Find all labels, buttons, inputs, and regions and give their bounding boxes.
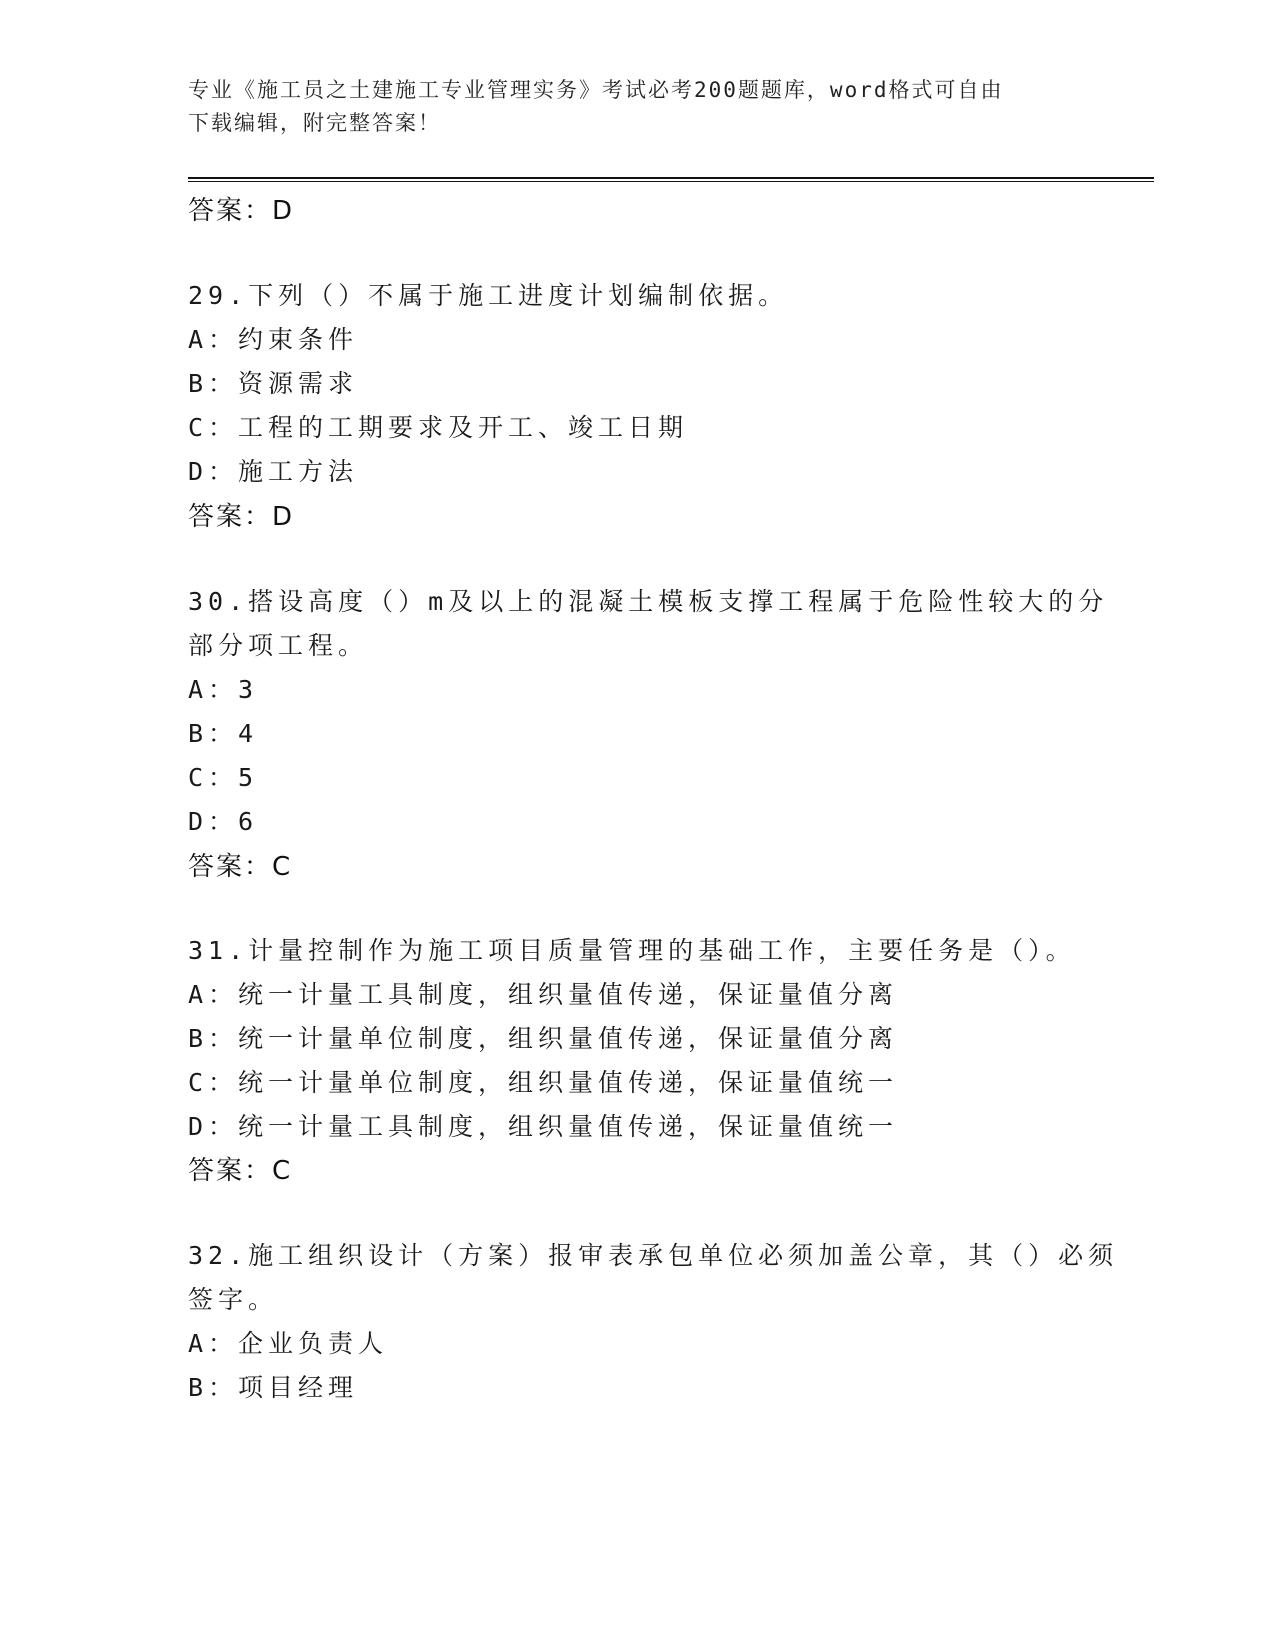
question-30-option-a: A：3 (188, 675, 259, 704)
question-29-stem: 29.下列（）不属于施工进度计划编制依据。 (188, 281, 789, 310)
question-31-option-a: A：统一计量工具制度，组织量值传递，保证量值分离 (188, 980, 899, 1009)
question-32-option-a: A：企业负责人 (188, 1329, 389, 1358)
header-line-2: 下载编辑，附完整答案！ (188, 111, 441, 135)
question-31-option-d: D：统一计量工具制度，组织量值传递，保证量值统一 (188, 1112, 899, 1141)
question-31-answer: 答案：C (188, 1156, 293, 1186)
question-29-option-c: C：工程的工期要求及开工、竣工日期 (188, 413, 689, 442)
question-29-option-b: B：资源需求 (188, 369, 359, 398)
answer-prev: 答案：D (188, 196, 295, 226)
header-line-1: 专业《施工员之土建施工专业管理实务》考试必考200题题库，word格式可自由 (188, 78, 1004, 102)
question-32-option-b: B：项目经理 (188, 1373, 359, 1402)
question-29-answer: 答案：D (188, 502, 295, 532)
question-29-option-d: D：施工方法 (188, 457, 359, 486)
question-30-option-b: B：4 (188, 719, 259, 748)
header-rule-thin (188, 181, 1154, 182)
question-32-stem-line-2: 签字。 (188, 1285, 279, 1314)
question-30-option-c: C：5 (188, 763, 259, 792)
question-30-answer: 答案：C (188, 852, 293, 882)
question-32-stem-line-1: 32.施工组织设计（方案）报审表承包单位必须加盖公章，其（）必须 (188, 1241, 1119, 1270)
header-rule-thick (188, 177, 1154, 179)
question-31-option-c: C：统一计量单位制度，组织量值传递，保证量值统一 (188, 1068, 899, 1097)
question-30-option-d: D：6 (188, 807, 259, 836)
question-30-stem-line-2: 部分项工程。 (188, 631, 369, 660)
question-30-stem-line-1: 30.搭设高度（）m及以上的混凝土模板支撑工程属于危险性较大的分 (188, 587, 1109, 616)
document-header (188, 74, 1068, 140)
question-31-option-b: B：统一计量单位制度，组织量值传递，保证量值分离 (188, 1024, 899, 1053)
question-29-option-a: A：约束条件 (188, 325, 359, 354)
question-31-stem: 31.计量控制作为施工项目质量管理的基础工作，主要任务是（）。 (188, 936, 1076, 965)
